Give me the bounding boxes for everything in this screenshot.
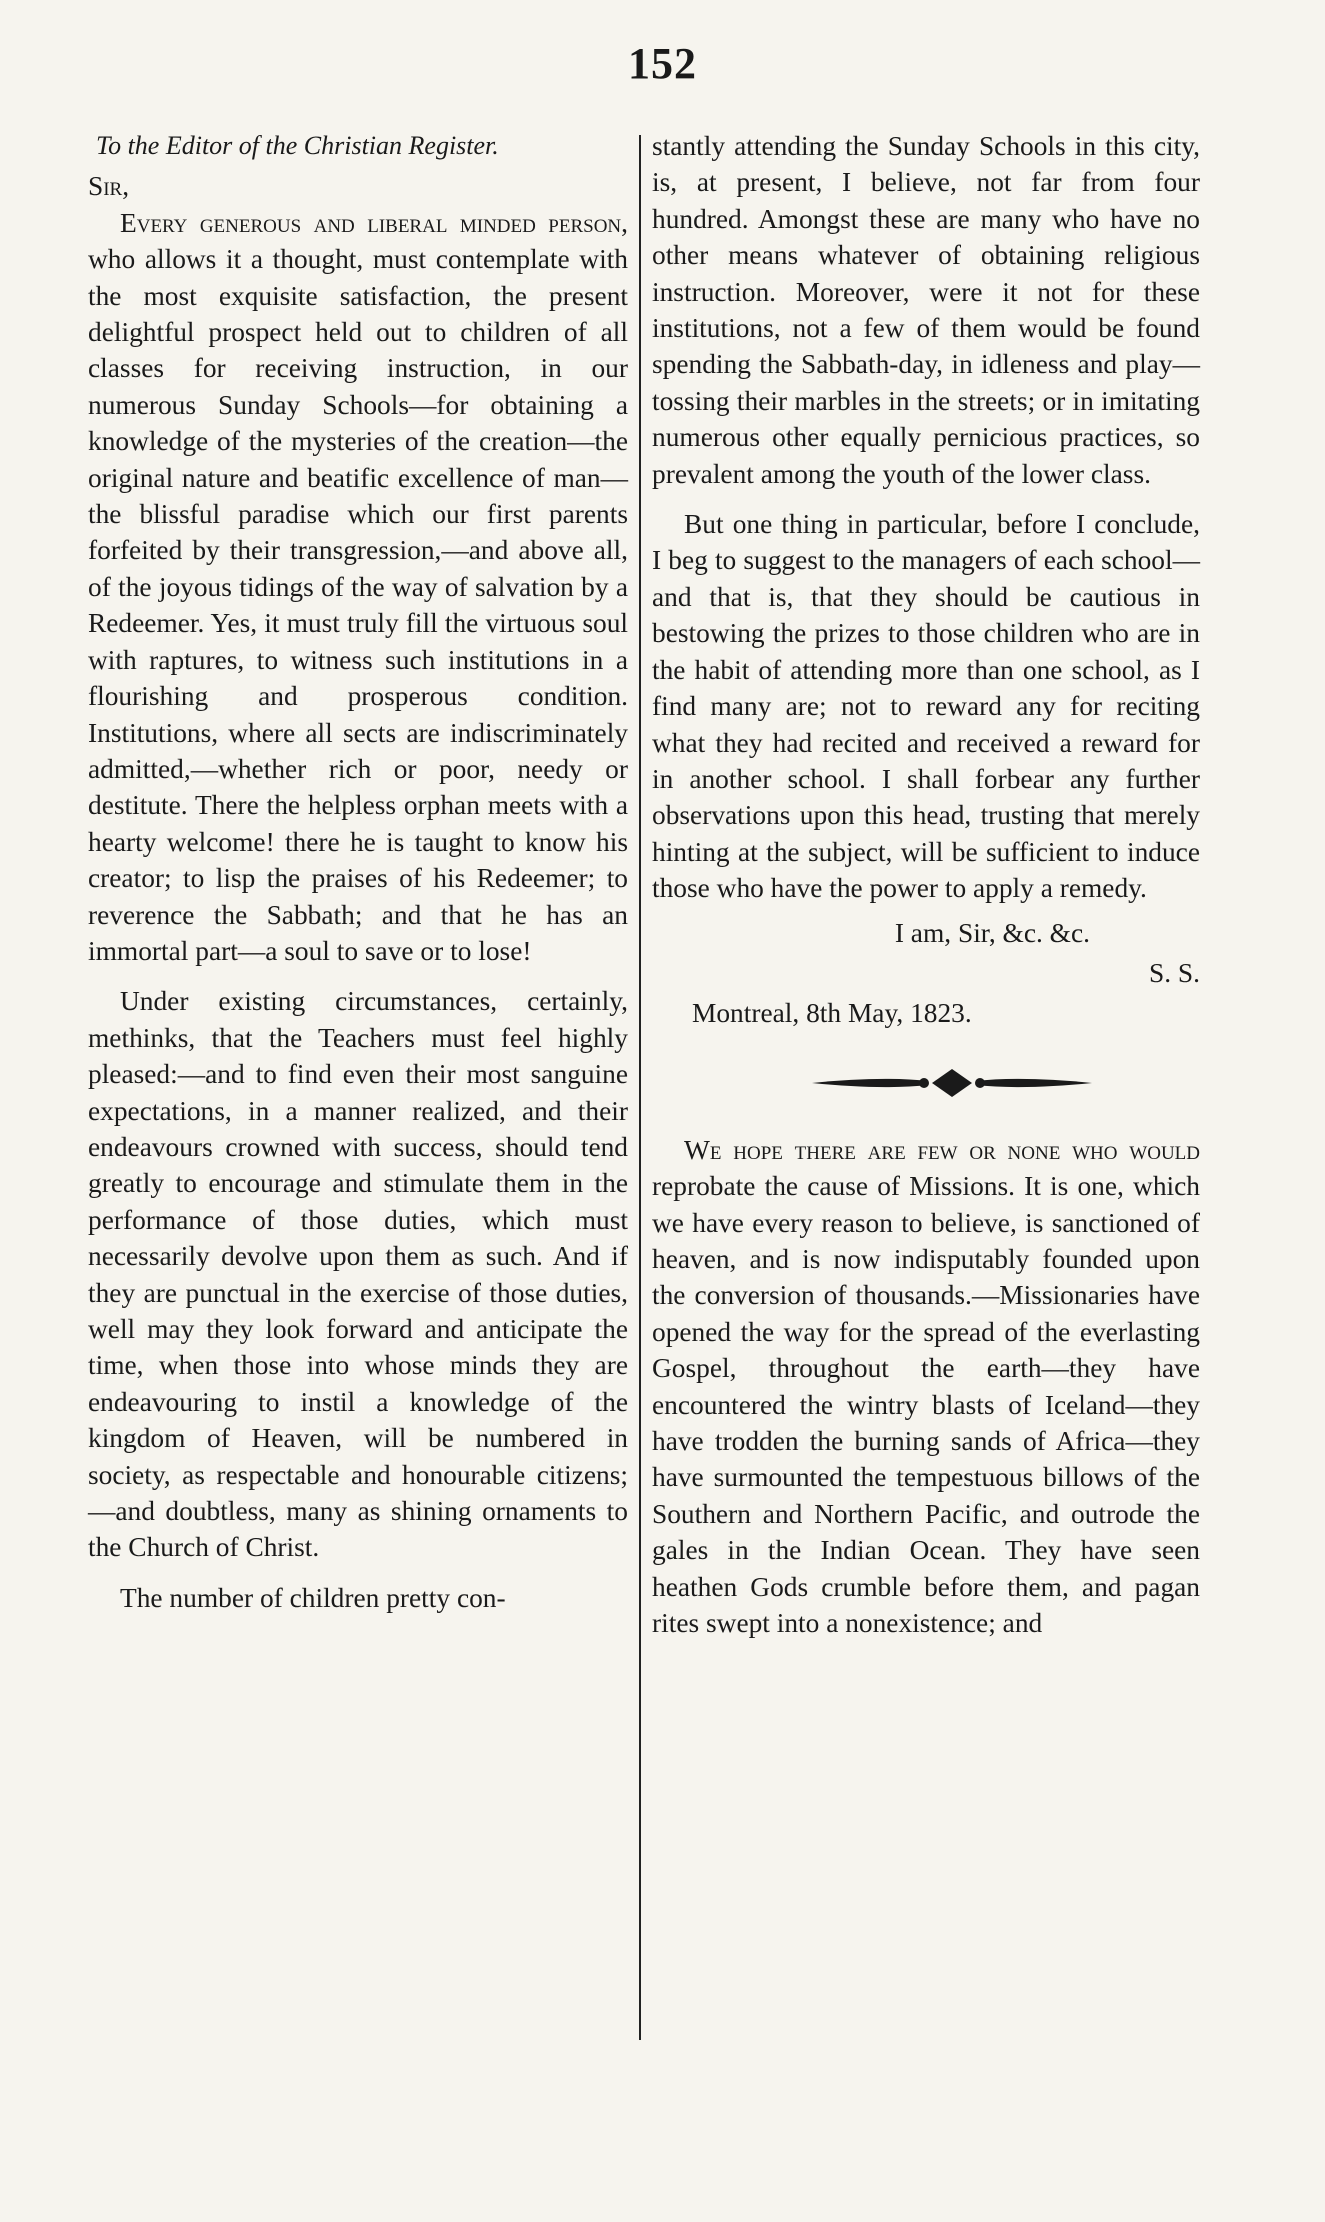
ornament-divider xyxy=(812,1060,1092,1106)
paragraph: The number of children pretty con- xyxy=(120,1582,506,1613)
page-number: 152 xyxy=(628,39,697,88)
paragraph: We hope there are few or none who would reprobate the cause of Missions. It is one, which we have every reason to believe, is sanctioned of heaven, and is now indisputably founded upon the conversion of thousands.—Missionaries have opened the way for the spread of the everlasting Gospel, throughout the earth—they have encountered the wintry blasts of Iceland—they have trodden the burning sands of Africa—they have surmounted the tempestuous billows of the Southern and Northern Pacific, and outrode the gales in the Indian Ocean. They have seen heathen Gods crumble before them, and pagan rites swept into a nonexistence; and xyxy=(652,1134,1200,1639)
dateline: Montreal, 8th May, 1823. xyxy=(692,998,972,1029)
closing-line xyxy=(652,915,1200,951)
left-column xyxy=(88,128,628,1616)
signature: S. S. xyxy=(1148,957,1200,988)
paragraph: But one thing in particular, before I conclude, I beg to suggest to the managers of each school—and that is, that they should be cautious in bestowing the prizes to those children who are in the habit of attending more than one school, as I find many are; not to reward any for reciting what they had recited and received a reward for in another school. I shall forbear any further observations upon this head, trusting that merely hinting at the subject, will be sufficient to induce those who have the power to apply a remedy. xyxy=(652,509,1200,904)
ornament-divider-icon xyxy=(812,1060,1092,1106)
article-heading: To the Editor of the Christian Register. xyxy=(96,131,499,160)
right-column xyxy=(652,128,1200,1641)
column-rule xyxy=(639,135,641,2040)
salutation: Sir, xyxy=(88,171,130,202)
closing-text: I am, Sir, &c. &c. xyxy=(894,917,1090,948)
paragraph: stantly attending the Sunday Schools in this city, is, at present, I believe, not far from four hundred. Amongst these are many who have no other means whatever of obtaining religious instruction. Moreover, were it not for these institutions, not a few of them would be found spending the Sabbath-day, in idleness and play—tossing their marbles in the streets; or in imitating numerous other equally pernicious practices, so prevalent among the youth of the lower class. xyxy=(652,131,1200,489)
paragraph: Every generous and liberal minded person, who allows it a thought, must contemplate with the most exquisite satisfaction, the present delightful prospect held out to children of all classes for receiving instruction, in our numerous Sunday Schools—for obtaining a knowledge of the mysteries of the creation—the original nature and beatific excellence of man—the blissful paradise which our first parents forfeited by their transgression,—and above all, of the joyous tidings of the way of salvation by a Redeemer. Yes, it must truly fill the virtuous soul with raptures, to witness such institutions in a flourishing and prosperous condition. Institutions, where all sects are indiscriminately admitted,—whether rich or poor, needy or destitute. There the helpless orphan meets with a hearty welcome! there he is taught to know his creator; to lisp the praises of his Redeemer; to reverence the Sabbath; and that he has an immortal part—a soul to save or to lose! xyxy=(88,207,628,966)
paragraph: Under existing circumstances, certainly, methinks, that the Teachers must feel highly pleased:—and to find even their most sanguine expectations, in a manner realized, and their endeavours crowned with success, should tend greatly to encourage and stimulate them in the performance of those duties, which must necessarily devolve upon them as such. And if they are punctual in the exercise of those duties, well may they look forward and anticipate the time, when those into whose minds they are endeavouring to instil a knowledge of the kingdom of Heaven, will be numbered in society, as respectable and honourable citizens;—and doubtless, many as shining ornaments to the Church of Christ. xyxy=(88,986,628,1563)
